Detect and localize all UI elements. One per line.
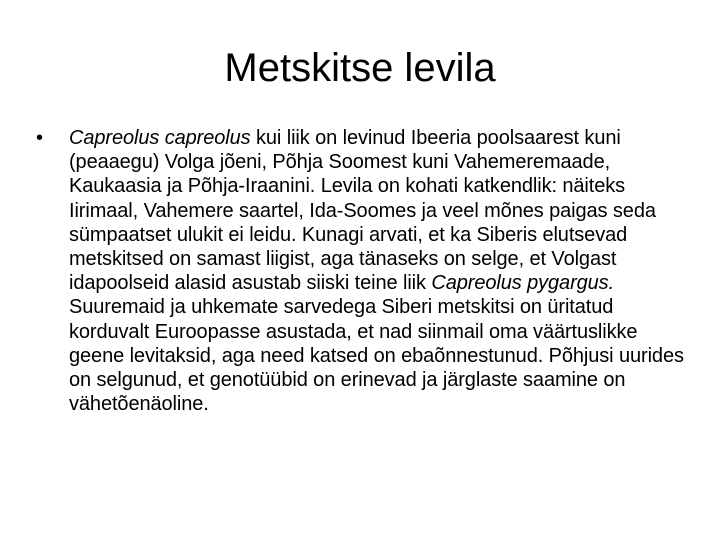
bullet-dot-icon: • — [36, 127, 44, 149]
paragraph-text-part-1: kui liik on levinud Ibeeria poolsaarest kuni (peaaegu) Volga jõeni, Põhja Soomest kuni Vahemeremaade, Kaukaasia ja Põhja-Iraanini. Levila on kohati katkendlik: näiteks Iirimaal, Vahemere saartel, Ida-Soomes ja veel mõnes paigas seda sümpaatset ulukit ei leidu. Kunagi arvati, et ka Siberis elutsevad metskitsed on samast liigist, aga tänaseks on selge, et Volgast idapoolseid alasid asustab siiski teine liik — [69, 127, 656, 295]
slide-title: Metskitse levila — [224, 46, 496, 90]
species-name-capreolus-pygargus: Capreolus pygargus. — [431, 272, 615, 295]
bullet-item — [36, 126, 686, 416]
slide-body — [36, 126, 686, 416]
paragraph-text-part-2: Suuremaid ja uhkemate sarvedega Siberi metskitsi on üritatud korduvalt Euroopasse asustada, et nad siinmail oma väärtuslikke geene levitaksid, aga need katsed on ebaõnnestunud. Põhjusi uurides on selgunud, et genotüübid on erinevad ja järglaste saamine on vähetõenäoline. — [69, 296, 684, 416]
bullet-paragraph — [69, 126, 686, 416]
species-name-capreolus-capreolus: Capreolus capreolus — [69, 127, 251, 149]
